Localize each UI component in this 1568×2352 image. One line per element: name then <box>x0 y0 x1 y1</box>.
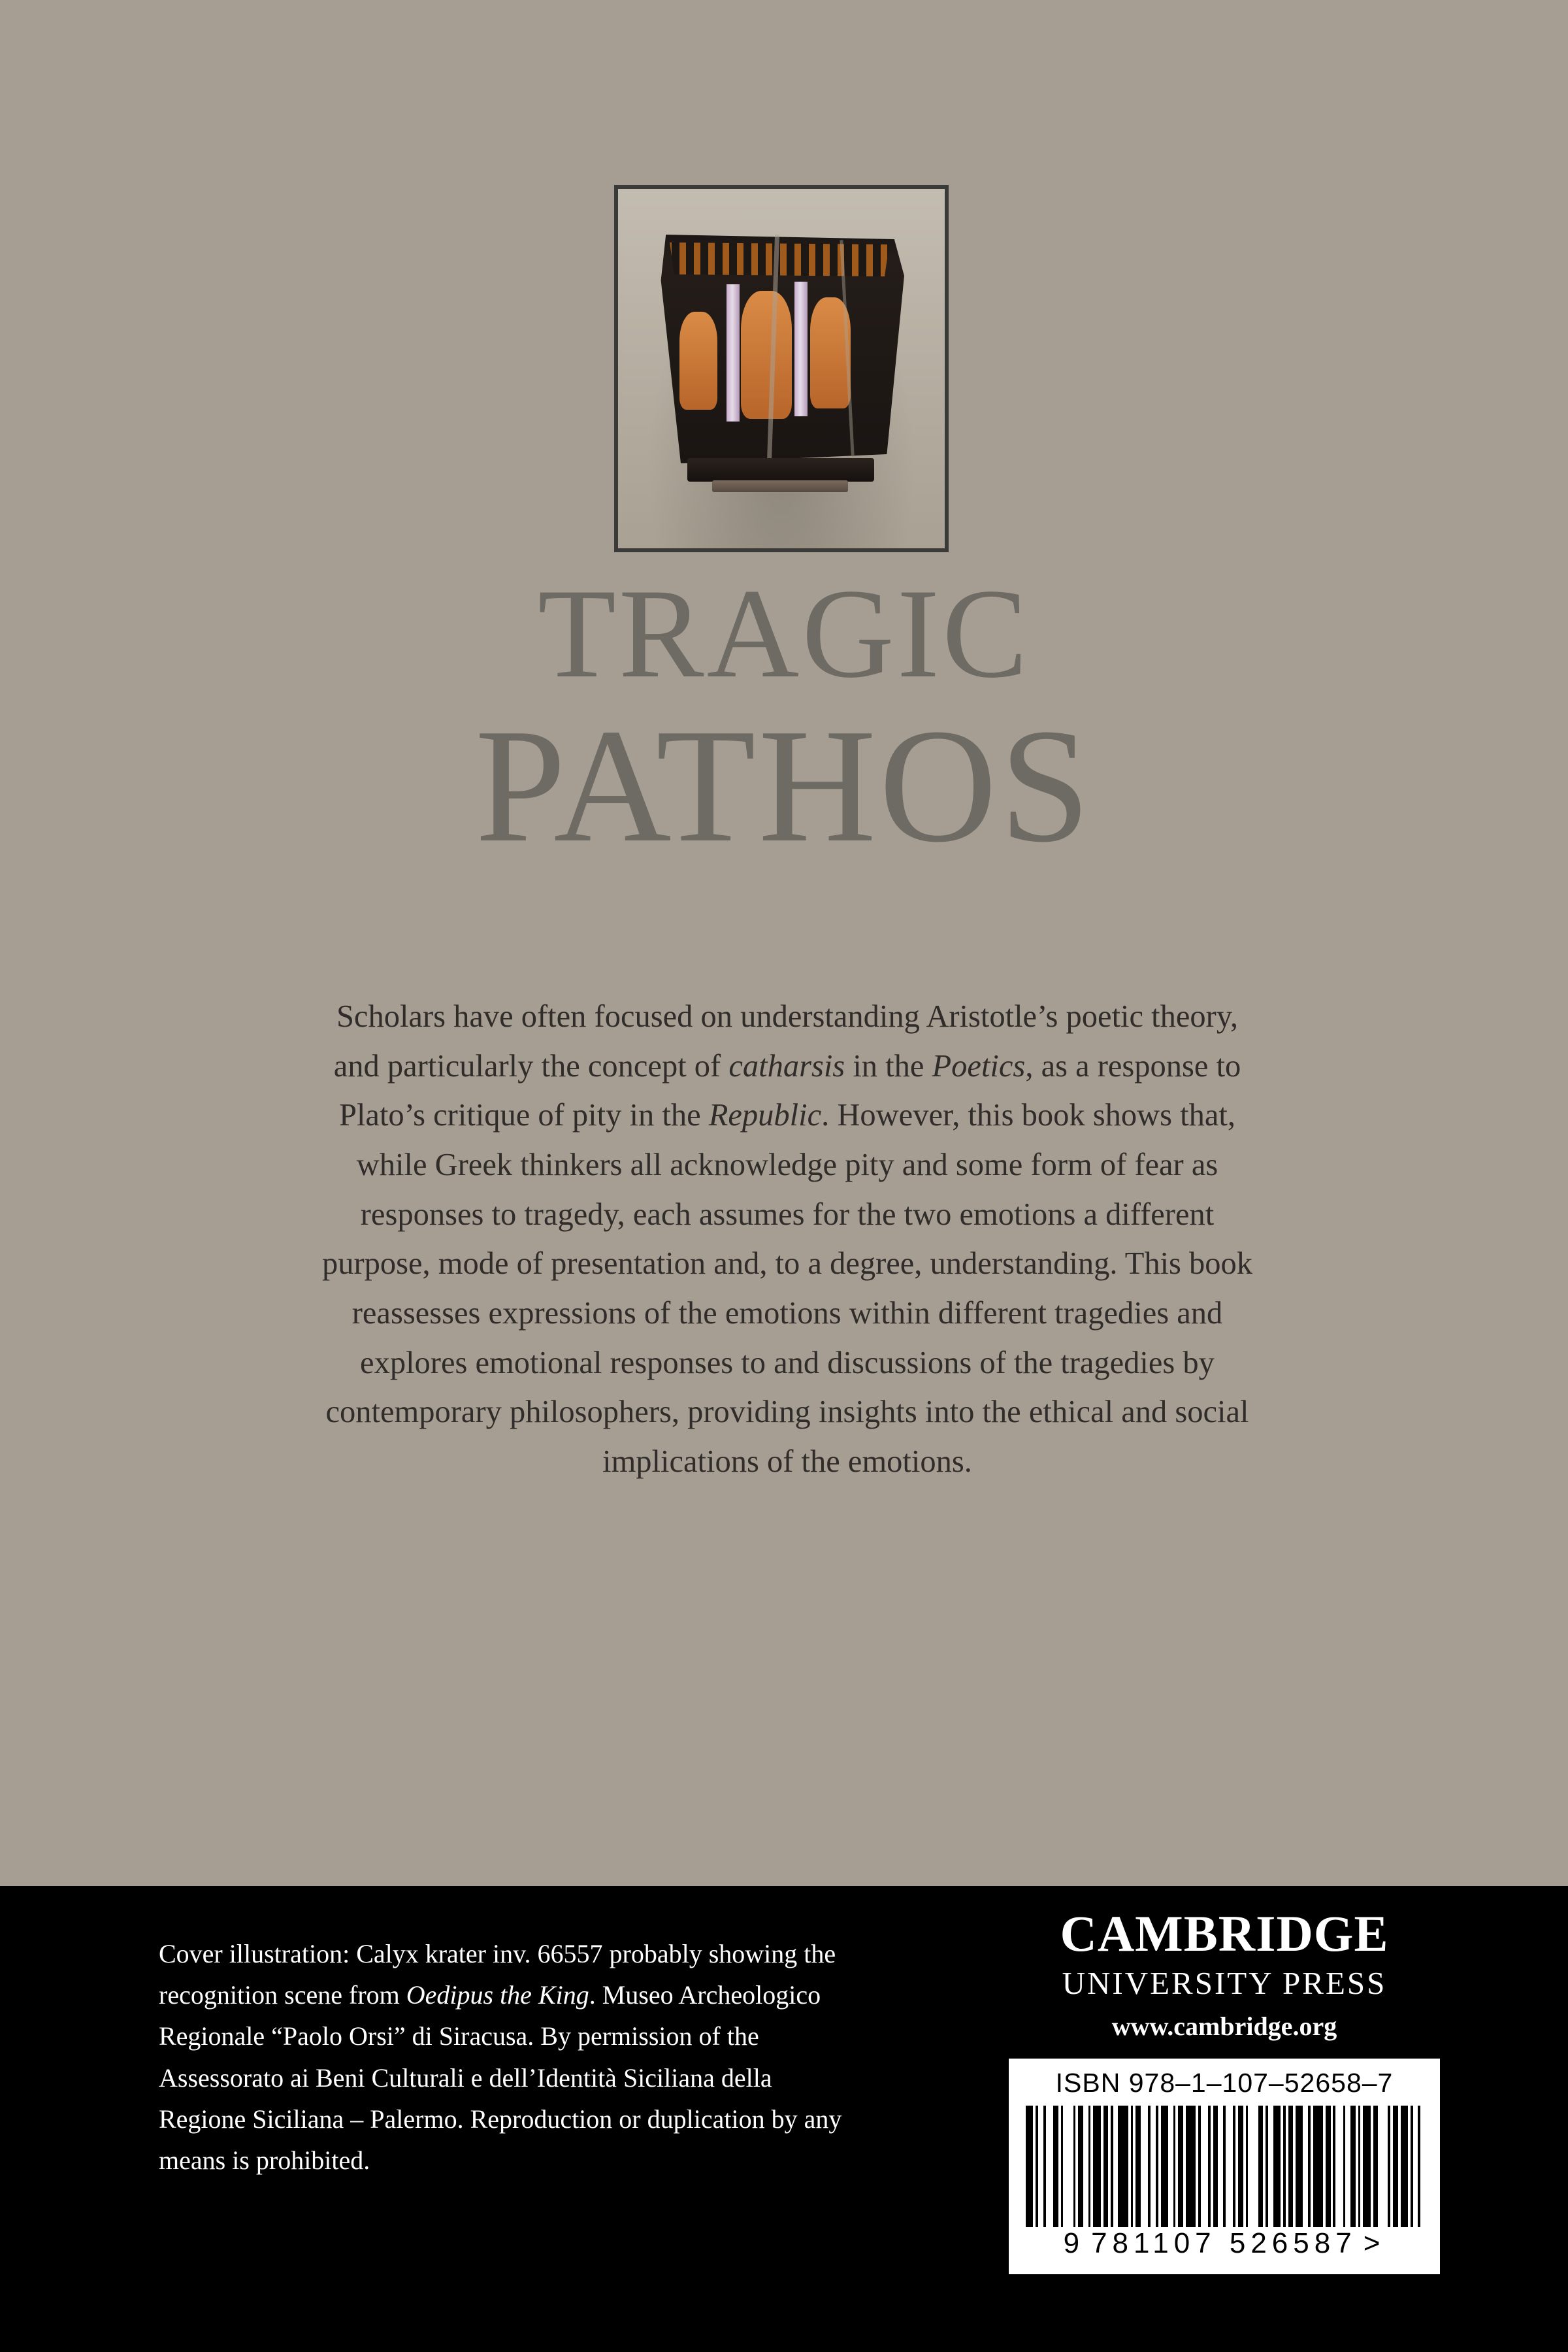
illustration-background <box>618 189 945 548</box>
barcode-bar <box>1093 2106 1100 2227</box>
publisher-url[interactable]: www.cambridge.org <box>1111 2012 1337 2041</box>
vase-ornament-band <box>665 242 894 276</box>
barcode-digits <box>1009 2227 1440 2260</box>
barcode-bar <box>1373 2106 1379 2227</box>
barcode-digit-left: 9 <box>1063 2227 1085 2259</box>
barcode-bar <box>1141 2106 1148 2227</box>
barcode-bar <box>1378 2106 1388 2227</box>
barcode-bar <box>1273 2106 1281 2227</box>
publisher-name: CAMBRIDGE <box>1060 1905 1389 1962</box>
vase-figure-center <box>741 291 792 419</box>
barcode-bar <box>1401 2106 1408 2227</box>
vase-base <box>687 458 874 482</box>
barcode-bar <box>1326 2106 1331 2227</box>
barcode-bar <box>1363 2106 1370 2227</box>
barcode-bar <box>1078 2106 1083 2227</box>
barcode-bar <box>1258 2106 1264 2227</box>
barcode-bar <box>1350 2106 1356 2227</box>
barcode-bar <box>1288 2106 1294 2227</box>
barcode-bar <box>1393 2106 1398 2227</box>
publisher-subtitle: UNIVERSITY PRESS <box>1062 1965 1387 2001</box>
vase-foot <box>712 480 848 492</box>
publisher-logo <box>1009 1905 1440 2042</box>
title-line-1: TRAGIC <box>538 563 1030 704</box>
barcode-bar <box>1103 2106 1109 2227</box>
book-blurb: Scholars have often focused on understanding Aristotle’s poetic theory, and particularly the concept of catharsis in the Poetics, as a response to Plato’s critique of pity in the Republic. However, this book shows that, while Greek thinkers all acknowledge pity and some form of fear as responses to tragedy, each assumes for the two emotions a different purpose, mode of presentation and, to a degree, understanding. This book reassesses expressions of the emotions within different tragedies and explores emotional responses to and discussions of the tragedies by contemporary philosophers, providing insights into the ethical and social implications of the emotions. <box>321 999 1253 1479</box>
barcode-bar <box>1113 2106 1119 2227</box>
barcode-bar <box>1151 2106 1156 2227</box>
vase-column-left <box>727 284 740 422</box>
barcode-bar <box>1226 2106 1233 2227</box>
barcode-digits-main: 781107 526587 <box>1091 2227 1357 2259</box>
barcode-bar <box>1296 2106 1303 2227</box>
barcode-bar <box>1248 2106 1258 2227</box>
barcode-digit-right: > <box>1363 2227 1386 2259</box>
barcode-bar <box>1218 2106 1223 2227</box>
barcode-bar <box>1026 2106 1033 2227</box>
barcode-bar <box>1046 2106 1053 2227</box>
barcode-bar <box>1168 2106 1173 2227</box>
barcode-bar <box>1083 2106 1088 2227</box>
barcode-bar <box>1345 2106 1350 2227</box>
vase-figure-left <box>679 312 717 410</box>
barcode-bar <box>1335 2106 1343 2227</box>
barcode-bar <box>1413 2106 1418 2227</box>
barcode-bar <box>1201 2106 1208 2227</box>
vase-column-right <box>794 282 808 416</box>
barcode-bar <box>1053 2106 1058 2227</box>
page-title <box>0 563 1568 876</box>
barcode-bar <box>1313 2106 1323 2227</box>
barcode-bar <box>1038 2106 1043 2227</box>
isbn-label: ISBN 978–1–107–52658–7 <box>1055 2068 1394 2098</box>
barcode-bar <box>1178 2106 1183 2227</box>
barcode-bar <box>1186 2106 1196 2227</box>
barcode-bars <box>1026 2106 1423 2227</box>
barcode-bar <box>1161 2106 1168 2227</box>
barcode-bar <box>1063 2106 1073 2227</box>
barcode-bar <box>1135 2106 1141 2227</box>
barcode-bar <box>1238 2106 1243 2227</box>
barcode-bar <box>1268 2106 1273 2227</box>
cover-illustration-credit: Cover illustration: Calyx krater inv. 66557 probably showing the recognition scene from Oedipus the King. Museo Archeologico Regionale “Paolo Orsi” di Siracusa. By permission of the Assessorato ai Beni Culturali e dell’Identità Siciliana della Regione Siciliana – Palermo. Reproduction or duplication by any means is prohibited. <box>159 1939 842 2175</box>
barcode <box>1009 2059 1440 2274</box>
barcode-bar <box>1213 2106 1218 2227</box>
cover-illustration-image <box>614 185 949 552</box>
barcode-bar <box>1420 2106 1423 2227</box>
greek-vase-icon <box>649 228 911 503</box>
barcode-bar <box>1118 2106 1128 2227</box>
barcode-bar <box>1303 2106 1308 2227</box>
title-line-2: PATHOS <box>475 695 1093 876</box>
